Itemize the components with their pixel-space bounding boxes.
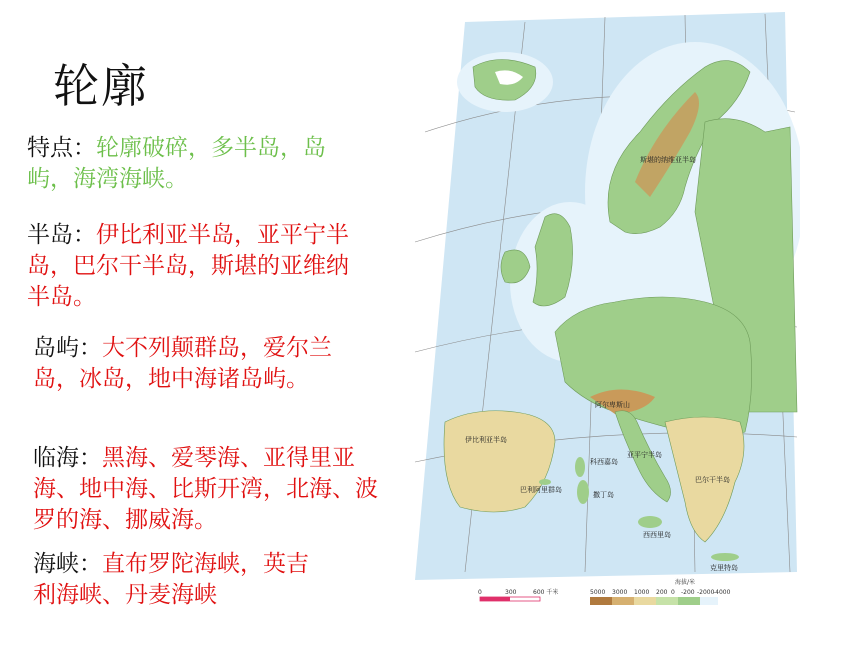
sardinia-shape [577, 480, 589, 504]
legend-tick-4: 0 [671, 589, 675, 596]
scale-tick-2: 600 千米 [533, 589, 559, 596]
label-sicily: 西西里岛 [643, 531, 671, 539]
label-crete: 克里特岛 [710, 564, 738, 572]
legend-tick-2: 1000 [634, 589, 650, 596]
europe-map-svg [405, 12, 800, 612]
label-balkan: 巴尔干半岛 [695, 476, 730, 484]
map-scale-bar [478, 588, 558, 601]
features-text: 轮廓破碎，多半岛，岛屿，海湾海峡。 [27, 135, 326, 192]
label-apennine: 亚平宁半岛 [627, 451, 662, 459]
legend-tick-7: -4000 [713, 589, 731, 596]
label-alps: 阿尔卑斯山 [595, 401, 630, 409]
europe-map [405, 12, 800, 612]
islands-label: 岛屿： [33, 335, 102, 361]
label-scandinavia: 斯堪的纳维亚半岛 [640, 156, 696, 164]
balearic-shape [539, 479, 551, 485]
scale-tick-1: 300 [505, 589, 517, 596]
corsica-shape [575, 457, 585, 477]
islands-text: 大不列颠群岛，爱尔兰岛，冰岛，地中海诸岛屿。 [33, 335, 332, 392]
seas-paragraph [33, 443, 398, 536]
features-label: 特点： [27, 135, 96, 161]
label-iberia: 伊比利亚半岛 [465, 436, 507, 444]
legend-tick-0: 5000 [590, 589, 606, 596]
label-balearic: 巴利阿里群岛 [520, 486, 562, 494]
label-sardinia: 撒丁岛 [593, 491, 614, 499]
legend-tick-1: 3000 [612, 589, 628, 596]
label-corsica: 科西嘉岛 [590, 458, 618, 466]
peninsulas-label: 半岛： [27, 222, 96, 248]
islands-paragraph [33, 333, 333, 395]
legend-tick-6: -2000 [697, 589, 715, 596]
peninsulas-paragraph [27, 220, 357, 313]
straits-label: 海峡： [33, 551, 102, 577]
legend-tick-5: -200 [681, 589, 695, 596]
elevation-legend [590, 578, 731, 605]
sicily-shape [638, 516, 662, 528]
straits-paragraph [33, 549, 323, 611]
page-title: 轮廓 [53, 59, 149, 113]
straits-text: 直布罗陀海峡，英吉利海峡、丹麦海峡 [33, 551, 309, 608]
seas-label: 临海： [33, 445, 102, 471]
features-paragraph [27, 133, 327, 195]
legend-tick-3: 200 [656, 589, 668, 596]
seas-text: 黑海、爱琴海、亚得里亚海、地中海、比斯开湾，北海、波罗的海、挪威海。 [33, 445, 378, 533]
peninsulas-text: 伊比利亚半岛，亚平宁半岛，巴尔干半岛，斯堪的亚维纳半岛。 [27, 222, 349, 310]
crete-shape [711, 553, 739, 561]
scale-tick-0: 0 [478, 589, 482, 596]
legend-title: 海拔/米 [675, 579, 696, 586]
